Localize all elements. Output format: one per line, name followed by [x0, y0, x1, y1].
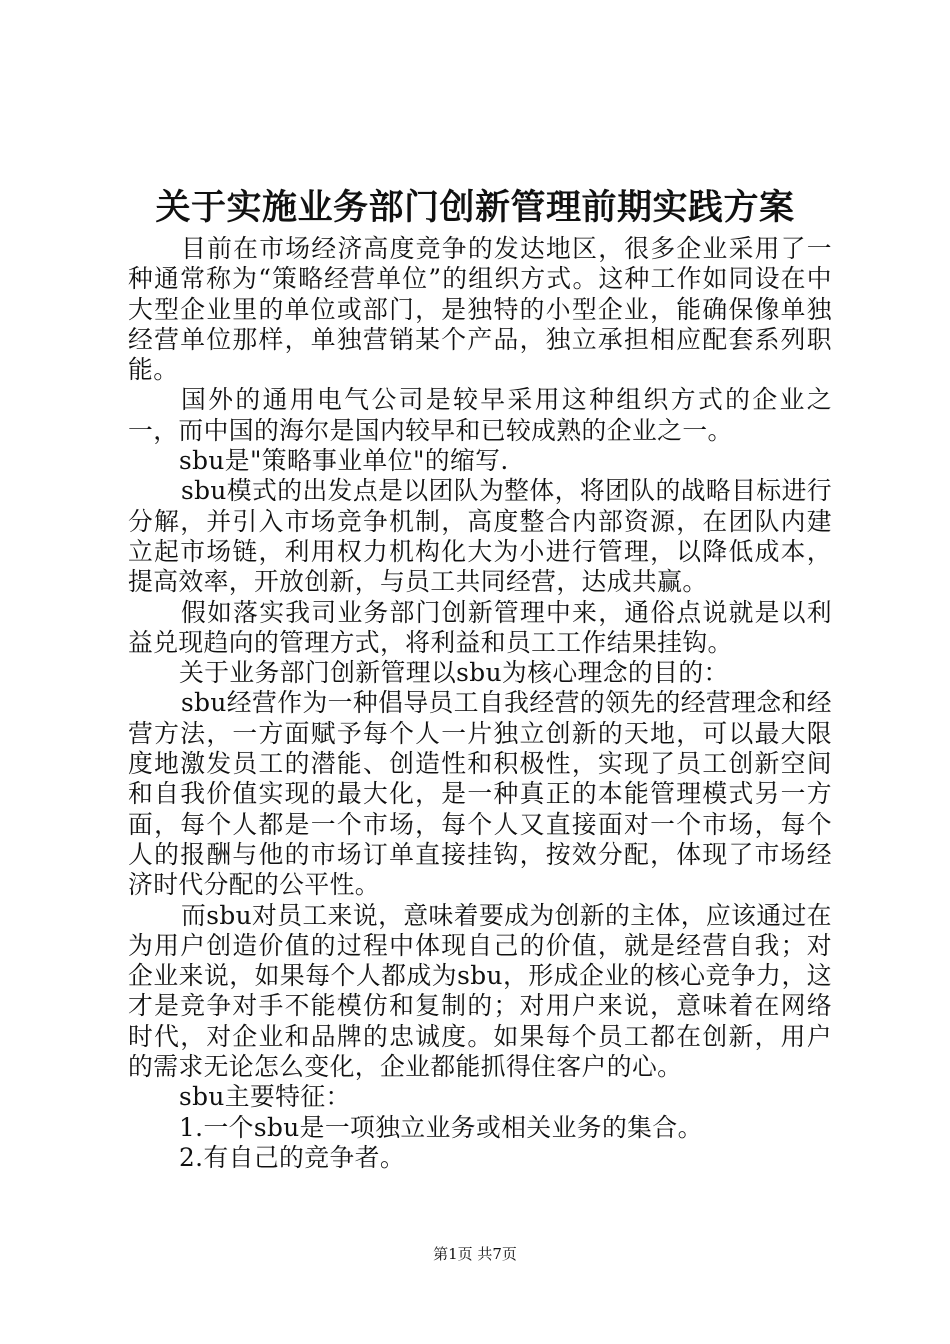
paragraph: sbu是"策略事业单位"的缩写.: [179, 446, 509, 476]
paragraph: sbu经营作为一种倡导员工自我经营的领先的经营理念和经营方法，一方面赋予每个人一片独立创新的天地，可以最大限度地激发员工的潜能、创造性和积极性，实现了员工创新空间和自我价值实现的最大化，是一种真正的本能管理模式另一方面，每个人都是一个市场，每个人又直接面对一个市场，每个人的报酬与他的市场订单直接挂钩，按效分配，体现了市场经济时代分配的公平性。: [128, 688, 832, 900]
list-item: 1.一个sbu是一项独立业务或相关业务的集合。: [179, 1112, 703, 1142]
paragraph: 关于业务部门创新管理以sbu为核心理念的目的：: [179, 658, 729, 688]
list-heading: sbu主要特征：: [179, 1082, 351, 1112]
page-footer: 第1页 共7页: [433, 1245, 517, 1263]
list-item: 2.有自己的竞争者。: [179, 1142, 406, 1172]
document-title: 关于实施业务部门创新管理前期实践方案: [155, 188, 795, 228]
paragraph: sbu模式的出发点是以团队为整体，将团队的战略目标进行分解，并引入市场竞争机制，高度整合内部资源，在团队内建立起市场链，利用权力机构化大为小进行管理，以降低成本，提高效率，开放创新，与员工共同经营，达成共赢。: [128, 476, 832, 597]
paragraph: 而sbu对员工来说，意味着要成为创新的主体，应该通过在为用户创造价值的过程中体现自己的价值，就是经营自我；对企业来说，如果每个人都成为sbu，形成企业的核心竞争力，这才是竞争对手不能模仿和复制的；对用户来说，意味着在网络时代，对企业和品牌的忠诚度。如果每个员工都在创新，用户的需求无论怎么变化，企业都能抓得住客户的心。: [128, 900, 832, 1082]
paragraph: 假如落实我司业务部门创新管理中来，通俗点说就是以利益兑现趋向的管理方式，将利益和员工工作结果挂钩。: [128, 597, 832, 657]
paragraph: 国外的通用电气公司是较早采用这种组织方式的企业之一，而中国的海尔是国内较早和已较成熟的企业之一。: [128, 385, 832, 445]
paragraph: 目前在市场经济高度竞争的发达地区，很多企业采用了一种通常称为“策略经营单位”的组织方式。这种工作如同设在中大型企业里的单位或部门，是独特的小型企业，能确保像单独经营单位那样，单独营销某个产品，独立承担相应配套系列职能。: [128, 234, 832, 385]
document-body: [128, 234, 832, 1173]
